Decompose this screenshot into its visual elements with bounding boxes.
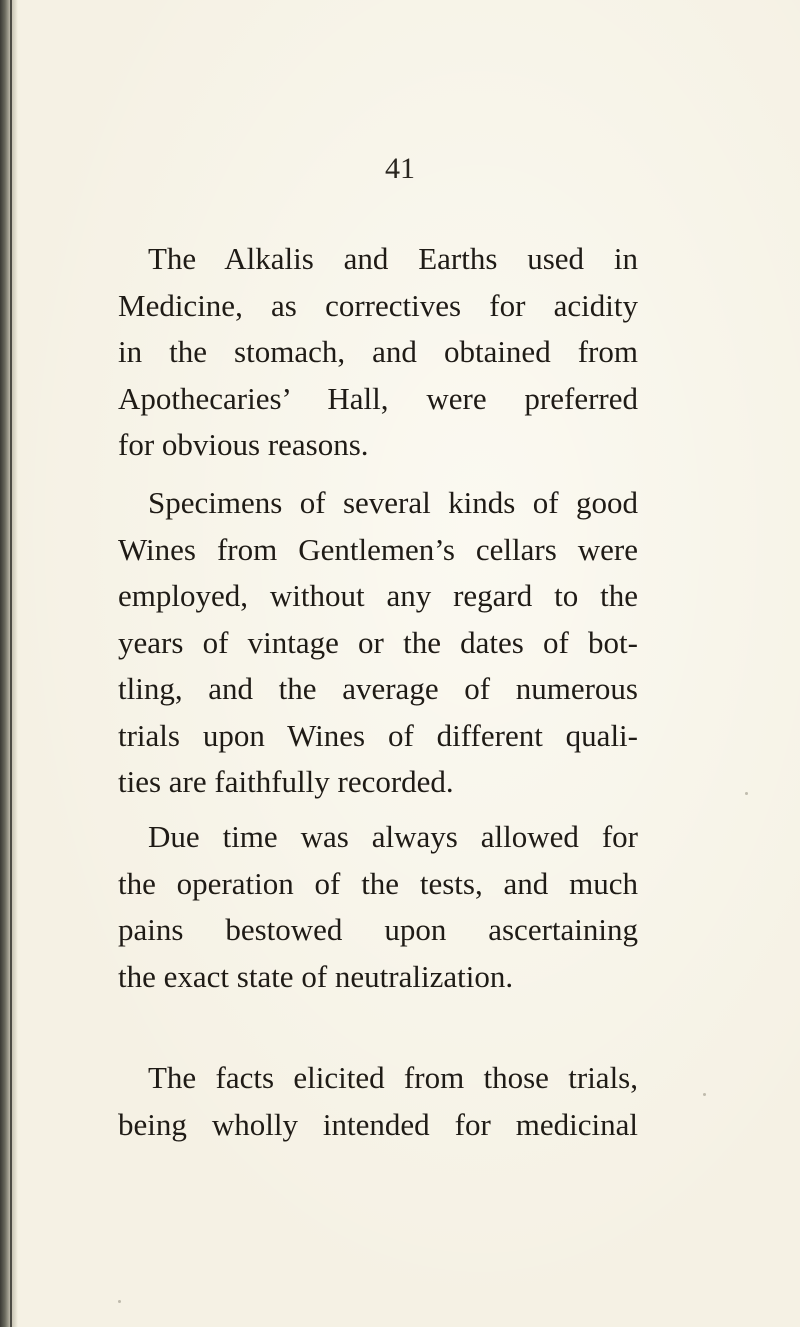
paragraph-2: [118, 480, 638, 806]
binding-edge: [0, 0, 18, 1327]
text-line: the operation of the tests, and much: [118, 865, 638, 901]
text-line: ties are faithfully recorded.: [118, 764, 454, 799]
text-line: The Alkalis and Earths used in: [148, 241, 638, 276]
paper-speck: [703, 1093, 706, 1096]
paper-speck: [745, 792, 748, 795]
text-line: pains bestowed upon ascertaining: [118, 912, 638, 947]
paragraph-4: [118, 1055, 638, 1148]
paragraph-3: [118, 814, 638, 1000]
text-line: Due time was always allowed for: [148, 819, 638, 854]
text-line: Medicine, as correctives for acidity: [118, 287, 638, 323]
text-line: Apothecaries’ Hall, were preferred: [118, 380, 638, 416]
page-number: 41: [385, 152, 415, 185]
paper-speck: [118, 1300, 121, 1303]
text-line: for obvious reasons.: [118, 427, 369, 462]
text-line: employed, without any regard to the: [118, 578, 638, 613]
text-line: tling, and the average of numerous: [118, 671, 638, 706]
text-line: The facts elicited from those trials,: [148, 1060, 638, 1095]
text-line: Wines from Gentlemen’s cellars were: [118, 531, 638, 567]
text-line: Specimens of several kinds of good: [148, 485, 638, 520]
text-line: in the stomach, and obtained from: [118, 334, 638, 369]
binding-shadow-line: [10, 0, 12, 1327]
text-line: being wholly intended for medicinal: [118, 1106, 638, 1142]
text-line: trials upon Wines of different quali-: [118, 717, 638, 753]
paragraph-1: [118, 236, 638, 469]
text-line: the exact state of neutralization.: [118, 958, 514, 994]
text-line: years of vintage or the dates of bot-: [118, 624, 638, 660]
